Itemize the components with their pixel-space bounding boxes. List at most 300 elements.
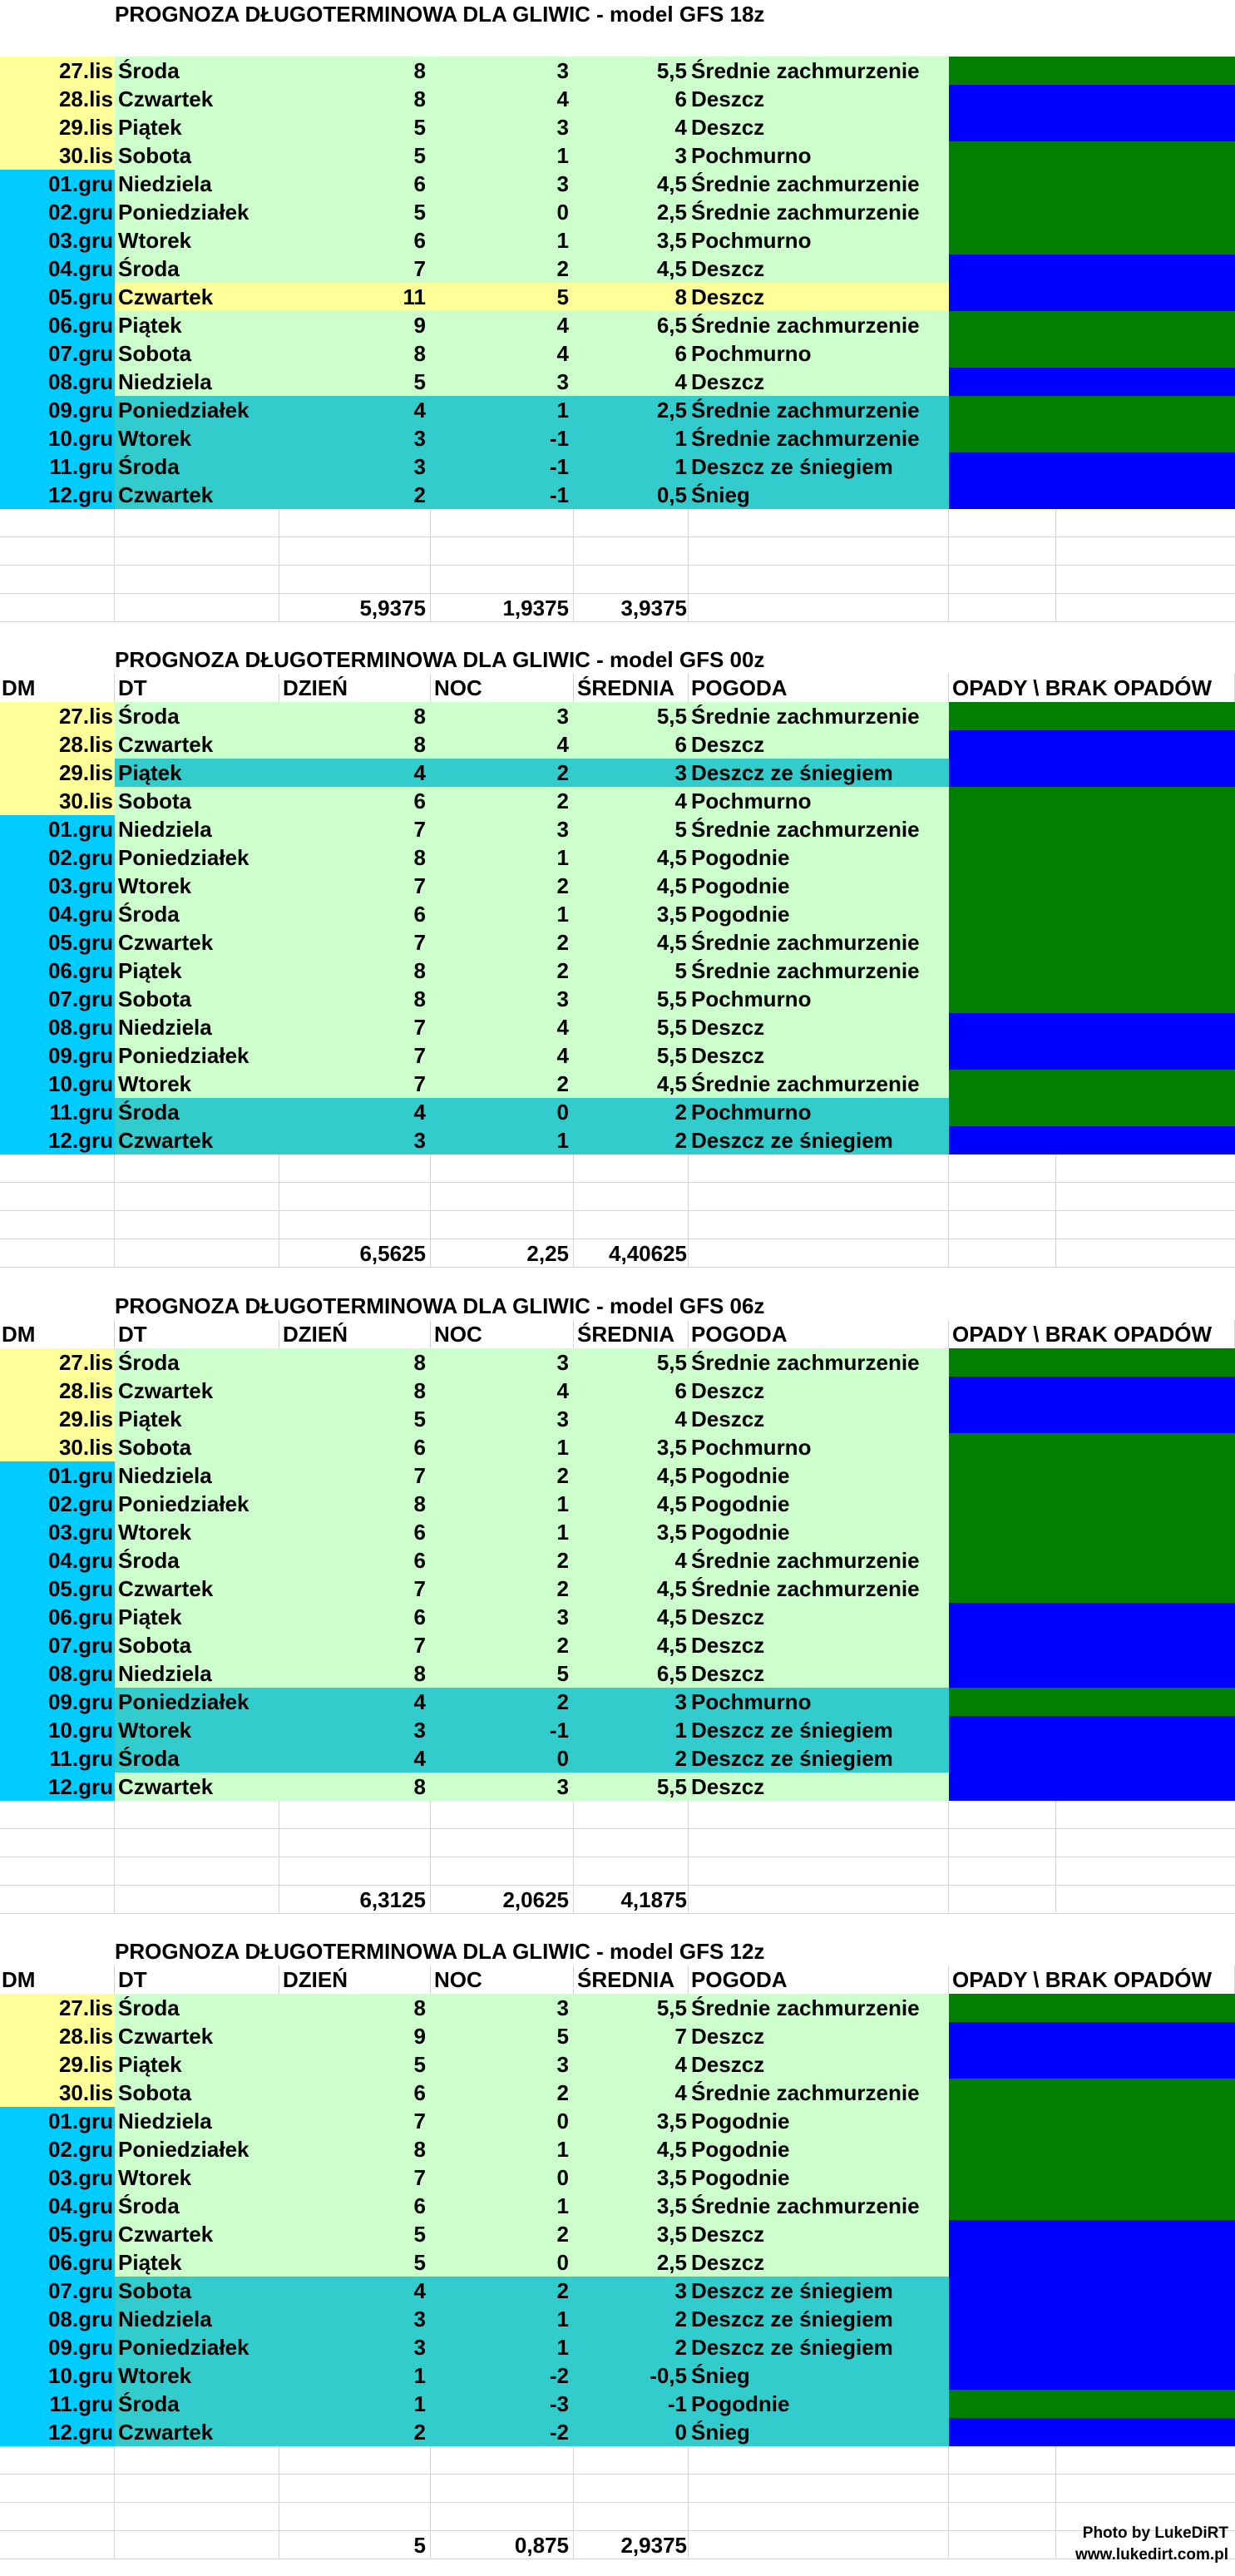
precip-indicator [949, 1659, 1235, 1688]
weather-cell: Średnie zachmurzenie [689, 928, 949, 957]
day-temp-cell: 9 [279, 311, 431, 339]
night-temp-cell: 1 [431, 2305, 574, 2333]
gridline [688, 566, 689, 594]
precip-indicator [949, 1098, 1235, 1126]
weather-cell: Średnie zachmurzenie [689, 396, 949, 424]
weather-cell: Średnie zachmurzenie [689, 198, 949, 226]
date-cell: 07.gru [0, 1631, 115, 1659]
avg-temp-cell: 4,5 [574, 843, 689, 872]
gridline [114, 1183, 115, 1211]
night-temp-cell: 4 [431, 1013, 574, 1041]
weather-cell: Deszcz [689, 2248, 949, 2277]
weather-cell: Deszcz [689, 2050, 949, 2079]
date-cell: 06.gru [0, 311, 115, 339]
date-cell: 28.lis [0, 2022, 115, 2050]
precip-indicator [949, 1546, 1235, 1575]
table-row [0, 396, 1235, 424]
night-temp-cell: 3 [431, 170, 574, 198]
weekday-cell: Środa [115, 255, 279, 283]
precip-indicator [949, 2220, 1235, 2248]
section-title: PROGNOZA DŁUGOTERMINOWA DLA GLIWIC - model GFS 18z [115, 2, 765, 27]
blank-row [0, 537, 1235, 566]
header-dt: DT [115, 674, 279, 702]
night-temp-cell: 3 [431, 1348, 574, 1377]
day-temp-cell: 4 [279, 1744, 431, 1773]
weekday-cell: Niedziela [115, 170, 279, 198]
night-temp-cell: 4 [431, 730, 574, 759]
table-row [0, 957, 1235, 985]
title-row [0, 0, 1235, 28]
weather-cell: Deszcz [689, 730, 949, 759]
date-cell: 30.lis [0, 141, 115, 170]
table-row [0, 1575, 1235, 1603]
table-row [0, 311, 1235, 339]
table-row [0, 2418, 1235, 2446]
avg-temp-cell: 4,5 [574, 1490, 689, 1518]
weekday-cell: Sobota [115, 1631, 279, 1659]
table-row [0, 1773, 1235, 1801]
gridline [948, 566, 949, 594]
table-row [0, 872, 1235, 900]
avg-temp-cell: 1 [574, 424, 689, 452]
gridline [430, 2475, 431, 2503]
night-temp-cell: 3 [431, 702, 574, 730]
gridline [114, 1801, 115, 1829]
date-cell: 28.lis [0, 85, 115, 113]
precip-indicator [949, 339, 1235, 368]
day-temp-cell: 8 [279, 843, 431, 872]
avg-temp-cell: 4,5 [574, 872, 689, 900]
credit-line-1: Photo by LukeDiRT [1082, 2524, 1228, 2542]
night-temp-cell: 3 [431, 1603, 574, 1631]
avg-temp-cell: -1 [574, 2390, 689, 2418]
weather-cell: Deszcz [689, 113, 949, 141]
day-temp-cell: 8 [279, 957, 431, 985]
day-temp-cell: 7 [279, 815, 431, 843]
gridline [573, 566, 574, 594]
weather-cell: Śnieg [689, 481, 949, 509]
avg-temp-cell: 3,5 [574, 1433, 689, 1461]
avg-temp-cell: 8 [574, 283, 689, 311]
gridline [688, 2475, 689, 2503]
day-temp-cell: 8 [279, 1348, 431, 1377]
summary-day: 5,9375 [359, 596, 426, 621]
precip-indicator [949, 1603, 1235, 1631]
day-temp-cell: 8 [279, 85, 431, 113]
day-temp-cell: 5 [279, 1405, 431, 1433]
gridline [573, 1155, 574, 1183]
table-row [0, 226, 1235, 255]
precip-indicator [949, 170, 1235, 198]
gridline [1055, 1211, 1056, 1239]
weekday-cell: Niedziela [115, 1013, 279, 1041]
weather-cell: Pochmurno [689, 985, 949, 1013]
weather-cell: Deszcz [689, 2220, 949, 2248]
avg-temp-cell: 3 [574, 1688, 689, 1716]
table-row [0, 1041, 1235, 1070]
day-temp-cell: 2 [279, 481, 431, 509]
weekday-cell: Piątek [115, 311, 279, 339]
table-row [0, 113, 1235, 141]
avg-temp-cell: 3,5 [574, 226, 689, 255]
avg-temp-cell: 4,5 [574, 1603, 689, 1631]
gridline [688, 2503, 689, 2531]
night-temp-cell: 1 [431, 1126, 574, 1155]
weekday-cell: Czwartek [115, 928, 279, 957]
night-temp-cell: 1 [431, 396, 574, 424]
gridline [948, 594, 949, 622]
weather-cell: Deszcz [689, 1773, 949, 1801]
date-cell: 28.lis [0, 1377, 115, 1405]
weekday-cell: Czwartek [115, 1575, 279, 1603]
summary-day: 5 [413, 2533, 426, 2558]
avg-temp-cell: 7 [574, 2022, 689, 2050]
gridline [1055, 537, 1056, 566]
header-weather: POGODA [689, 1965, 949, 1994]
night-temp-cell: 1 [431, 1433, 574, 1461]
day-temp-cell: 6 [279, 1518, 431, 1546]
weather-cell: Pogodnie [689, 872, 949, 900]
date-cell: 02.gru [0, 2135, 115, 2163]
date-cell: 01.gru [0, 170, 115, 198]
avg-temp-cell: 4,5 [574, 1070, 689, 1098]
avg-temp-cell: 2 [574, 2333, 689, 2361]
day-temp-cell: 2 [279, 2418, 431, 2446]
gridline [114, 2446, 115, 2475]
day-temp-cell: 6 [279, 1603, 431, 1631]
gridline [573, 1829, 574, 1857]
blank-row [0, 1801, 1235, 1829]
day-temp-cell: 6 [279, 787, 431, 815]
table-row [0, 759, 1235, 787]
date-cell: 01.gru [0, 815, 115, 843]
day-temp-cell: 7 [279, 928, 431, 957]
night-temp-cell: 3 [431, 57, 574, 85]
precip-indicator [949, 481, 1235, 509]
precip-indicator [949, 843, 1235, 872]
day-temp-cell: 8 [279, 702, 431, 730]
night-temp-cell: 2 [431, 1070, 574, 1098]
day-temp-cell: 8 [279, 339, 431, 368]
date-cell: 12.gru [0, 1773, 115, 1801]
precip-indicator [949, 1773, 1235, 1801]
night-temp-cell: 5 [431, 283, 574, 311]
summary-avg: 4,1875 [620, 1887, 687, 1912]
table-row [0, 730, 1235, 759]
day-temp-cell: 4 [279, 396, 431, 424]
precip-indicator [949, 57, 1235, 85]
date-cell: 12.gru [0, 1126, 115, 1155]
day-temp-cell: 8 [279, 985, 431, 1013]
weekday-cell: Poniedziałek [115, 1490, 279, 1518]
avg-temp-cell: 5,5 [574, 702, 689, 730]
weather-cell: Pogodnie [689, 2107, 949, 2135]
header-dm: DM [0, 1965, 115, 1994]
night-temp-cell: 0 [431, 1098, 574, 1126]
day-temp-cell: 8 [279, 730, 431, 759]
gridline [688, 509, 689, 537]
avg-temp-cell: 5,5 [574, 985, 689, 1013]
weather-cell: Deszcz ze śniegiem [689, 1126, 949, 1155]
precip-indicator [949, 2418, 1235, 2446]
date-cell: 02.gru [0, 843, 115, 872]
table-row [0, 2050, 1235, 2079]
table-row [0, 787, 1235, 815]
weekday-cell: Czwartek [115, 1773, 279, 1801]
date-cell: 29.lis [0, 113, 115, 141]
precip-indicator [949, 957, 1235, 985]
gridline [573, 2503, 574, 2531]
header-row [0, 1320, 1235, 1348]
blank-row [0, 1211, 1235, 1239]
weekday-cell: Wtorek [115, 1716, 279, 1744]
gridline [1055, 1183, 1056, 1211]
avg-temp-cell: 5,5 [574, 1041, 689, 1070]
weather-cell: Średnie zachmurzenie [689, 957, 949, 985]
weekday-cell: Wtorek [115, 1070, 279, 1098]
night-temp-cell: 2 [431, 957, 574, 985]
weekday-cell: Środa [115, 452, 279, 481]
precip-indicator [949, 368, 1235, 396]
table-row [0, 2305, 1235, 2333]
date-cell: 04.gru [0, 900, 115, 928]
weekday-cell: Wtorek [115, 1518, 279, 1546]
avg-temp-cell: 2 [574, 1098, 689, 1126]
weather-cell: Pochmurno [689, 141, 949, 170]
night-temp-cell: 2 [431, 1575, 574, 1603]
weather-cell: Pochmurno [689, 1098, 949, 1126]
summary-day: 6,5625 [359, 1241, 426, 1266]
day-temp-cell: 6 [279, 900, 431, 928]
precip-indicator [949, 759, 1235, 787]
weekday-cell: Sobota [115, 985, 279, 1013]
avg-temp-cell: 2,5 [574, 198, 689, 226]
section-title: PROGNOZA DŁUGOTERMINOWA DLA GLIWIC - model GFS 00z [115, 647, 765, 672]
night-temp-cell: 2 [431, 872, 574, 900]
table-row [0, 1659, 1235, 1688]
gridline [430, 1211, 431, 1239]
day-temp-cell: 7 [279, 2163, 431, 2192]
weather-cell: Deszcz ze śniegiem [689, 1716, 949, 1744]
night-temp-cell: 4 [431, 1041, 574, 1070]
precip-indicator [949, 730, 1235, 759]
weather-cell: Pogodnie [689, 2390, 949, 2418]
gridline [114, 1829, 115, 1857]
title-row [0, 645, 1235, 674]
precip-indicator [949, 815, 1235, 843]
table-row [0, 85, 1235, 113]
avg-temp-cell: 4 [574, 2050, 689, 2079]
table-row [0, 1546, 1235, 1575]
date-cell: 08.gru [0, 1013, 115, 1041]
gridline [948, 1829, 949, 1857]
day-temp-cell: 6 [279, 226, 431, 255]
night-temp-cell: -2 [431, 2418, 574, 2446]
night-temp-cell: 1 [431, 2333, 574, 2361]
avg-temp-cell: 2 [574, 2305, 689, 2333]
header-avg: ŚREDNIA [574, 674, 689, 702]
weekday-cell: Środa [115, 1744, 279, 1773]
weekday-cell: Środa [115, 900, 279, 928]
precip-indicator [949, 872, 1235, 900]
precip-indicator [949, 1744, 1235, 1773]
table-row [0, 2220, 1235, 2248]
gridline [430, 1801, 431, 1829]
weekday-cell: Wtorek [115, 424, 279, 452]
day-temp-cell: 7 [279, 1461, 431, 1490]
date-cell: 08.gru [0, 368, 115, 396]
precip-indicator [949, 702, 1235, 730]
night-temp-cell: 1 [431, 900, 574, 928]
table-row [0, 1433, 1235, 1461]
avg-temp-cell: 5,5 [574, 57, 689, 85]
precip-indicator [949, 1716, 1235, 1744]
precip-indicator [949, 2163, 1235, 2192]
table-row [0, 1688, 1235, 1716]
precip-indicator [949, 113, 1235, 141]
weekday-cell: Środa [115, 1348, 279, 1377]
summary-night: 0,875 [514, 2533, 569, 2558]
gridline [688, 537, 689, 566]
precip-indicator [949, 1575, 1235, 1603]
avg-temp-cell: 3 [574, 2277, 689, 2305]
weekday-cell: Piątek [115, 2248, 279, 2277]
summary-avg: 2,9375 [620, 2533, 687, 2558]
day-temp-cell: 6 [279, 1546, 431, 1575]
avg-temp-cell: 0,5 [574, 481, 689, 509]
avg-temp-cell: 4 [574, 113, 689, 141]
avg-temp-cell: 1 [574, 452, 689, 481]
gridline [430, 509, 431, 537]
night-temp-cell: 2 [431, 787, 574, 815]
weather-cell: Pogodnie [689, 1461, 949, 1490]
weekday-cell: Poniedziałek [115, 198, 279, 226]
avg-temp-cell: 4 [574, 2079, 689, 2107]
table-row [0, 198, 1235, 226]
night-temp-cell: 2 [431, 2079, 574, 2107]
gridline [1055, 2531, 1056, 2559]
avg-temp-cell: 5,5 [574, 1773, 689, 1801]
day-temp-cell: 8 [279, 1994, 431, 2022]
gridline [430, 1829, 431, 1857]
day-temp-cell: 3 [279, 1716, 431, 1744]
gridline [573, 537, 574, 566]
table-row [0, 2277, 1235, 2305]
weather-cell: Deszcz ze śniegiem [689, 759, 949, 787]
blank-row [0, 566, 1235, 594]
precip-indicator [949, 1631, 1235, 1659]
gridline [1055, 1801, 1056, 1829]
gridline [948, 2531, 949, 2559]
weather-cell: Śnieg [689, 2361, 949, 2390]
day-temp-cell: 8 [279, 1490, 431, 1518]
header-night: NOC [431, 1320, 574, 1348]
night-temp-cell: 2 [431, 1688, 574, 1716]
gridline [114, 1155, 115, 1183]
gridline [688, 1801, 689, 1829]
precip-indicator [949, 787, 1235, 815]
weather-cell: Deszcz ze śniegiem [689, 452, 949, 481]
night-temp-cell: 3 [431, 368, 574, 396]
day-temp-cell: 5 [279, 2248, 431, 2277]
weather-cell: Pogodnie [689, 1490, 949, 1518]
precip-indicator [949, 2107, 1235, 2135]
gridline [573, 1801, 574, 1829]
weekday-cell: Poniedziałek [115, 396, 279, 424]
night-temp-cell: 4 [431, 311, 574, 339]
credit-line-2: www.lukedirt.com.pl [1074, 2546, 1228, 2564]
weekday-cell: Wtorek [115, 2163, 279, 2192]
table-row [0, 815, 1235, 843]
day-temp-cell: 5 [279, 113, 431, 141]
weather-cell: Deszcz [689, 1603, 949, 1631]
day-temp-cell: 4 [279, 759, 431, 787]
weather-cell: Deszcz [689, 283, 949, 311]
date-cell: 29.lis [0, 759, 115, 787]
avg-temp-cell: 3,5 [574, 1518, 689, 1546]
weather-cell: Pochmurno [689, 787, 949, 815]
table-row [0, 2361, 1235, 2390]
weekday-cell: Czwartek [115, 481, 279, 509]
precip-indicator [949, 2361, 1235, 2390]
day-temp-cell: 4 [279, 1688, 431, 1716]
night-temp-cell: 3 [431, 1773, 574, 1801]
gridline [114, 1211, 115, 1239]
day-temp-cell: 4 [279, 2277, 431, 2305]
precip-indicator [949, 2079, 1235, 2107]
header-day: DZIEŃ [279, 674, 431, 702]
gridline [1055, 2503, 1056, 2531]
table-row [0, 985, 1235, 1013]
avg-temp-cell: 6 [574, 730, 689, 759]
weekday-cell: Piątek [115, 957, 279, 985]
table-row [0, 1744, 1235, 1773]
weather-cell: Średnie zachmurzenie [689, 1575, 949, 1603]
gridline [1055, 1155, 1056, 1183]
gridline [1055, 1239, 1056, 1268]
day-temp-cell: 5 [279, 2050, 431, 2079]
weather-cell: Deszcz [689, 1013, 949, 1041]
weekday-cell: Piątek [115, 1603, 279, 1631]
date-cell: 28.lis [0, 730, 115, 759]
day-temp-cell: 7 [279, 2107, 431, 2135]
weather-cell: Średnie zachmurzenie [689, 2192, 949, 2220]
weather-cell: Średnie zachmurzenie [689, 702, 949, 730]
weekday-cell: Czwartek [115, 2022, 279, 2050]
weather-cell: Deszcz [689, 1405, 949, 1433]
weather-cell: Pogodnie [689, 1518, 949, 1546]
table-row [0, 2248, 1235, 2277]
table-row [0, 2163, 1235, 2192]
precip-indicator [949, 1041, 1235, 1070]
day-temp-cell: 5 [279, 2220, 431, 2248]
weekday-cell: Poniedziałek [115, 843, 279, 872]
weather-cell: Deszcz [689, 1041, 949, 1070]
weather-cell: Pochmurno [689, 1433, 949, 1461]
night-temp-cell: 5 [431, 2022, 574, 2050]
night-temp-cell: 1 [431, 2135, 574, 2163]
date-cell: 02.gru [0, 198, 115, 226]
weekday-cell: Środa [115, 2192, 279, 2220]
table-row [0, 2192, 1235, 2220]
gridline [430, 1155, 431, 1183]
date-cell: 04.gru [0, 255, 115, 283]
date-cell: 03.gru [0, 872, 115, 900]
gridline [1055, 509, 1056, 537]
gridline [688, 1857, 689, 1886]
day-temp-cell: 7 [279, 1631, 431, 1659]
day-temp-cell: 5 [279, 198, 431, 226]
